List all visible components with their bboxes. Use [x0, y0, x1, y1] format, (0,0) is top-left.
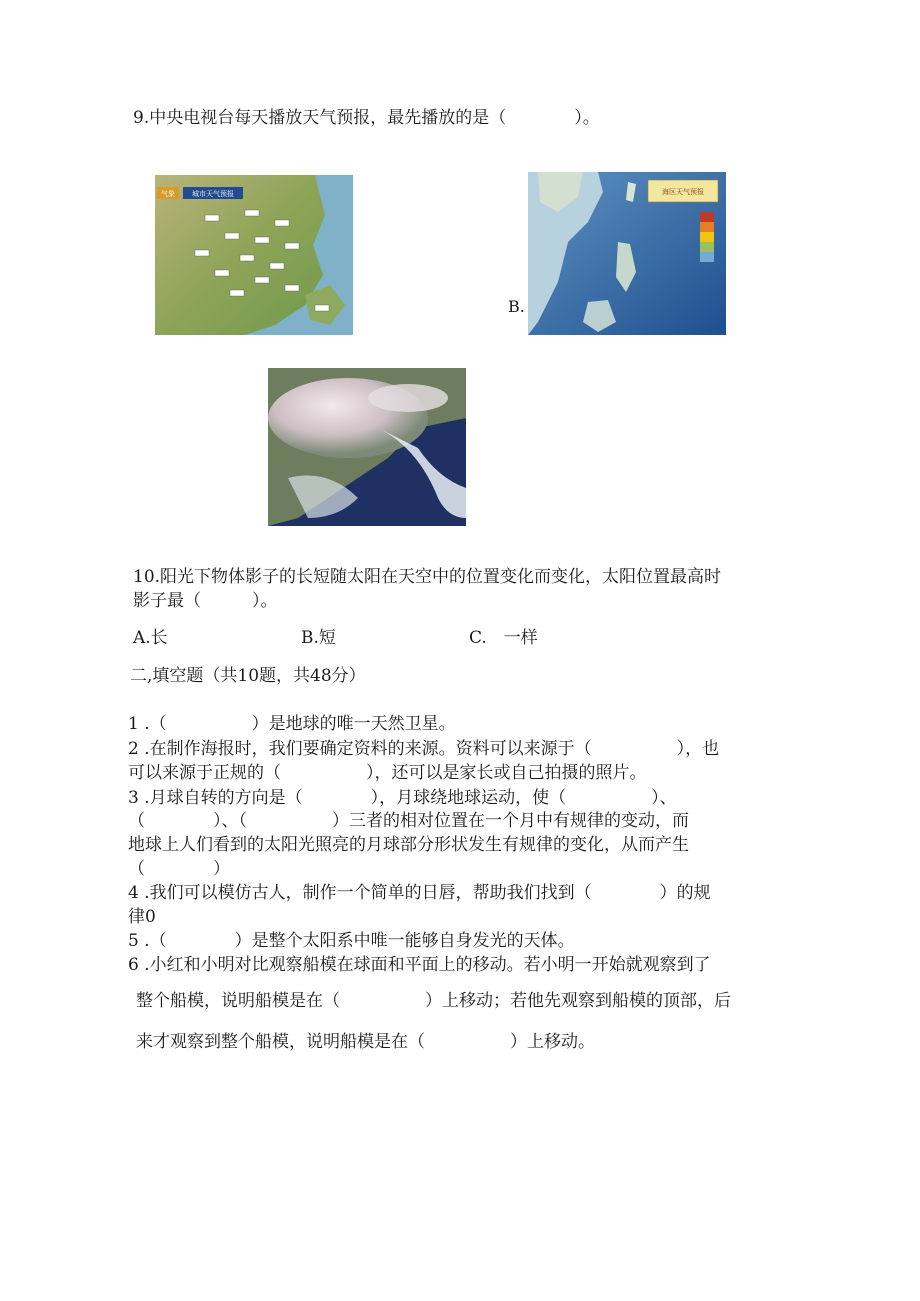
q10-option-c: C. 一样 — [469, 628, 538, 648]
city-weather-map-image — [155, 175, 353, 335]
fill-q1: 1 .（ ）是地球的唯一天然卫星。 — [128, 714, 456, 734]
map-a-title: 城市天气预报 — [192, 190, 234, 198]
fill-q6-line3: 来才观察到整个船模，说明船模是在（ ）上移动。 — [136, 1032, 595, 1052]
map-a-badge: 气象 — [161, 190, 175, 198]
sea-weather-map-image — [528, 172, 726, 335]
fill-q3-line3: 地球上人们看到的太阳光照亮的月球部分形状发生有规律的变化，从而产生 — [128, 835, 689, 855]
fill-q2-line2: 可以来源于正规的（ ），还可以是家长或自己拍摄的照片。 — [128, 763, 647, 783]
q9-stem: 9.中央电视台每天播放天气预报，最先播放的是（ ）。 — [133, 108, 600, 128]
fill-q5: 5 .（ ）是整个太阳系中唯一能够自身发光的天体。 — [128, 931, 575, 951]
fill-q4-line2: 律0 — [128, 907, 156, 927]
fill-q3-line1: 3 .月球自转的方向是（ ），月球绕地球运动，使（ ）、 — [128, 788, 677, 808]
satellite-cloud-image — [268, 368, 466, 526]
q10-option-b: B.短 — [301, 628, 336, 648]
fill-q6-line2: 整个船模，说明船模是在（ ）上移动；若他先观察到船模的顶部，后 — [136, 991, 731, 1011]
q10-stem-line1: 10.阳光下物体影子的长短随太阳在天空中的位置变化而变化，太阳位置最高时 — [133, 567, 722, 587]
fill-q6-line1: 6 .小红和小明对比观察船模在球面和平面上的移动。若小明一开始就观察到了 — [128, 955, 711, 975]
fill-q3-line2: （ ）、（ ）三者的相对位置在一个月中有规律的变动，而 — [128, 811, 689, 831]
option-b-label: B. — [508, 297, 525, 316]
section2-heading: 二,填空题（共10题，共48分） — [130, 666, 366, 686]
fill-q4-line1: 4 .我们可以模仿古人，制作一个简单的日唇，帮助我们找到（ ）的规 — [128, 883, 711, 903]
q10-option-a: A.长 — [133, 628, 168, 648]
map-b-title: 海区天气预报 — [662, 188, 704, 196]
fill-q3-line4: （ ） — [128, 859, 230, 879]
fill-q2-line1: 2 .在制作海报时，我们要确定资料的来源。资料可以来源于（ ），也 — [128, 739, 720, 759]
q10-stem-line2: 影子最（ ）。 — [133, 591, 278, 611]
